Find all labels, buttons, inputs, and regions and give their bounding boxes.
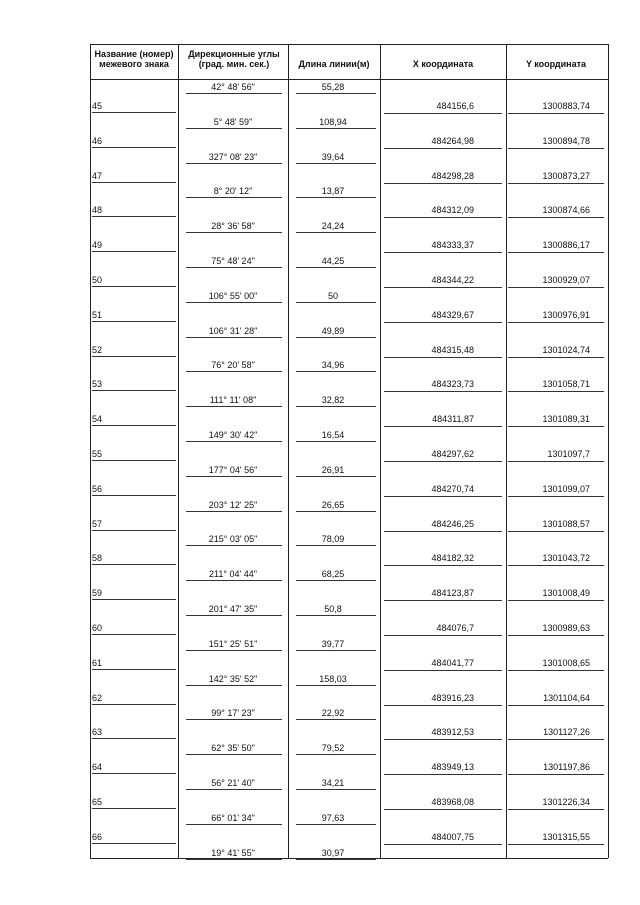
x-coordinate-cell: 484076,7 bbox=[436, 623, 474, 633]
length-cell: 30,97 bbox=[321, 847, 345, 858]
column-border bbox=[380, 44, 381, 858]
row-rule bbox=[92, 773, 176, 774]
row-rule bbox=[508, 670, 604, 671]
x-coordinate-cell: 484182,32 bbox=[431, 553, 474, 564]
y-coordinate-cell: 1301104,64 bbox=[543, 692, 590, 703]
row-rule bbox=[92, 669, 176, 670]
x-coordinate-cell: 484312,09 bbox=[431, 205, 474, 216]
angle-cell: 327° 08' 23" bbox=[208, 151, 258, 162]
row-rule bbox=[384, 531, 502, 532]
x-coordinate-cell: 484344,22 bbox=[431, 275, 474, 285]
header-length: Длина линии(м) bbox=[298, 59, 370, 69]
column-border bbox=[506, 44, 507, 858]
y-coordinate-cell: 1301097,7 bbox=[547, 449, 590, 459]
row-rule bbox=[296, 789, 376, 790]
point-name-cell: 55 bbox=[92, 449, 103, 459]
row-rule bbox=[92, 182, 176, 183]
row-rule bbox=[186, 163, 282, 164]
row-rule bbox=[384, 113, 502, 114]
point-name-cell: 66 bbox=[92, 831, 103, 842]
row-rule bbox=[384, 739, 502, 740]
row-rule bbox=[508, 391, 604, 392]
row-rule bbox=[92, 460, 176, 461]
row-rule bbox=[384, 426, 502, 427]
length-cell: 39,77 bbox=[321, 638, 345, 649]
column-border bbox=[178, 44, 179, 858]
row-rule bbox=[508, 217, 604, 218]
row-rule bbox=[92, 704, 176, 705]
row-rule bbox=[92, 564, 176, 565]
angle-cell: 151° 25' 51" bbox=[208, 638, 258, 649]
x-coordinate-cell: 484329,67 bbox=[431, 309, 474, 320]
length-cell: 44,25 bbox=[321, 256, 345, 266]
row-rule bbox=[186, 511, 282, 512]
angle-cell: 19° 41' 55" bbox=[211, 847, 255, 858]
angle-cell: 28° 36' 58" bbox=[211, 221, 255, 232]
point-name-cell: 46 bbox=[92, 135, 103, 146]
length-cell: 39,64 bbox=[321, 151, 345, 162]
length-cell: 158,03 bbox=[319, 673, 347, 684]
row-rule bbox=[296, 650, 376, 651]
y-coordinate-cell: 1301088,57 bbox=[542, 518, 590, 529]
column-border bbox=[608, 44, 609, 858]
angle-cell: 149° 30' 42" bbox=[208, 430, 258, 440]
angle-cell: 8° 20' 12" bbox=[213, 186, 253, 197]
length-cell: 32,82 bbox=[321, 395, 345, 406]
x-coordinate-cell: 483949,13 bbox=[431, 762, 474, 773]
point-name-cell: 59 bbox=[92, 588, 103, 599]
row-rule bbox=[296, 754, 376, 755]
row-rule bbox=[296, 197, 376, 198]
x-coordinate-cell: 484333,37 bbox=[431, 240, 474, 251]
header-angles: Дирекционные углы (град. мин. сек.) bbox=[188, 49, 280, 69]
point-name-cell: 51 bbox=[92, 309, 103, 320]
angle-cell: 75° 48' 24" bbox=[211, 256, 255, 266]
row-rule bbox=[186, 476, 282, 477]
point-name-cell: 64 bbox=[92, 762, 103, 773]
row-rule bbox=[296, 371, 376, 372]
x-coordinate-cell: 484041,77 bbox=[431, 657, 474, 668]
row-rule bbox=[92, 390, 176, 391]
x-coordinate-cell: 483916,23 bbox=[431, 692, 474, 703]
row-rule bbox=[186, 93, 282, 94]
row-rule bbox=[92, 599, 176, 600]
point-name-cell: 57 bbox=[92, 518, 103, 529]
row-rule bbox=[186, 337, 282, 338]
row-rule bbox=[384, 322, 502, 323]
row-rule bbox=[384, 635, 502, 636]
row-rule bbox=[92, 147, 176, 148]
angle-cell: 106° 55' 00" bbox=[208, 290, 258, 301]
row-rule bbox=[508, 739, 604, 740]
y-coordinate-cell: 1300873,27 bbox=[542, 170, 590, 181]
row-rule bbox=[296, 545, 376, 546]
point-name-cell: 65 bbox=[92, 797, 103, 807]
row-rule bbox=[384, 844, 502, 845]
length-cell: 16,54 bbox=[321, 430, 345, 440]
row-rule bbox=[508, 287, 604, 288]
angle-cell: 111° 11' 08" bbox=[209, 395, 257, 406]
row-rule bbox=[186, 719, 282, 720]
row-rule bbox=[384, 287, 502, 288]
angle-cell: 142° 35' 52" bbox=[208, 673, 258, 684]
row-rule bbox=[508, 183, 604, 184]
row-rule bbox=[296, 302, 376, 303]
row-rule bbox=[186, 197, 282, 198]
point-name-cell: 52 bbox=[92, 344, 103, 355]
length-cell: 24,24 bbox=[321, 221, 345, 232]
x-coordinate-cell: 484270,74 bbox=[431, 483, 474, 494]
x-coordinate-cell: 484298,28 bbox=[431, 170, 474, 181]
x-coordinate-cell: 484123,87 bbox=[431, 588, 474, 599]
length-cell: 34,96 bbox=[321, 360, 345, 371]
row-rule bbox=[508, 252, 604, 253]
row-rule bbox=[186, 371, 282, 372]
row-rule bbox=[384, 705, 502, 706]
row-rule bbox=[92, 286, 176, 287]
x-coordinate-cell: 484297,62 bbox=[431, 449, 474, 459]
point-name-cell: 48 bbox=[92, 205, 103, 216]
length-cell: 50 bbox=[327, 290, 338, 301]
point-name-cell: 60 bbox=[92, 623, 103, 633]
point-name-cell: 58 bbox=[92, 553, 103, 564]
point-name-cell: 47 bbox=[92, 170, 103, 181]
row-rule bbox=[384, 461, 502, 462]
row-rule bbox=[384, 217, 502, 218]
row-rule bbox=[186, 685, 282, 686]
row-rule bbox=[186, 267, 282, 268]
y-coordinate-cell: 1300929,07 bbox=[542, 275, 590, 285]
length-cell: 26,91 bbox=[321, 464, 345, 475]
length-cell: 49,89 bbox=[321, 325, 345, 336]
point-name-cell: 45 bbox=[92, 101, 103, 111]
row-rule bbox=[508, 705, 604, 706]
row-rule bbox=[296, 685, 376, 686]
angle-cell: 76° 20' 58" bbox=[211, 360, 255, 371]
y-coordinate-cell: 1301024,74 bbox=[542, 344, 590, 355]
angle-cell: 203° 12' 25" bbox=[208, 499, 258, 510]
row-rule bbox=[186, 650, 282, 651]
y-coordinate-cell: 1300883,74 bbox=[542, 101, 590, 111]
row-rule bbox=[296, 337, 376, 338]
row-rule bbox=[508, 426, 604, 427]
x-coordinate-cell: 484264,98 bbox=[431, 135, 474, 146]
row-rule bbox=[92, 495, 176, 496]
row-rule bbox=[384, 774, 502, 775]
row-rule bbox=[384, 252, 502, 253]
row-rule bbox=[92, 321, 176, 322]
point-name-cell: 54 bbox=[92, 414, 103, 425]
row-rule bbox=[384, 183, 502, 184]
y-coordinate-cell: 1300874,66 bbox=[542, 205, 590, 216]
row-rule bbox=[186, 302, 282, 303]
y-coordinate-cell: 1301197,86 bbox=[543, 762, 590, 773]
angle-cell: 5° 48' 59" bbox=[213, 116, 253, 127]
length-cell: 68,25 bbox=[321, 569, 345, 580]
table-bottom-border bbox=[90, 858, 608, 859]
length-cell: 50,8 bbox=[324, 604, 342, 614]
angle-cell: 106° 31' 28" bbox=[208, 325, 258, 336]
row-rule bbox=[92, 843, 176, 844]
row-rule bbox=[92, 634, 176, 635]
row-rule bbox=[384, 391, 502, 392]
row-rule bbox=[186, 441, 282, 442]
y-coordinate-cell: 1301226,34 bbox=[542, 797, 590, 807]
length-cell: 22,92 bbox=[321, 708, 345, 719]
y-coordinate-cell: 1301008,65 bbox=[542, 657, 590, 668]
row-rule bbox=[296, 580, 376, 581]
row-rule bbox=[384, 357, 502, 358]
row-rule bbox=[92, 216, 176, 217]
x-coordinate-cell: 483912,53 bbox=[431, 727, 474, 738]
x-coordinate-cell: 484246,25 bbox=[431, 518, 474, 529]
point-name-cell: 50 bbox=[92, 275, 103, 285]
point-name-cell: 61 bbox=[92, 657, 103, 668]
row-rule bbox=[186, 545, 282, 546]
point-name-cell: 49 bbox=[92, 240, 103, 251]
table-top-border bbox=[90, 44, 608, 45]
row-rule bbox=[384, 600, 502, 601]
row-rule bbox=[296, 267, 376, 268]
column-border bbox=[288, 44, 289, 858]
angle-cell: 62° 35' 50" bbox=[211, 743, 255, 754]
point-name-cell: 63 bbox=[92, 727, 103, 738]
row-rule bbox=[384, 670, 502, 671]
row-rule bbox=[186, 128, 282, 129]
row-rule bbox=[296, 128, 376, 129]
row-rule bbox=[508, 809, 604, 810]
row-rule bbox=[186, 580, 282, 581]
row-rule bbox=[92, 112, 176, 113]
row-rule bbox=[296, 93, 376, 94]
row-rule bbox=[296, 441, 376, 442]
header-name: Название (номер) межевого знака bbox=[94, 49, 174, 69]
row-rule bbox=[296, 476, 376, 477]
point-name-cell: 53 bbox=[92, 379, 103, 390]
y-coordinate-cell: 1301099,07 bbox=[542, 483, 590, 494]
row-rule bbox=[508, 844, 604, 845]
header-bottom-border bbox=[90, 79, 608, 80]
row-rule bbox=[92, 530, 176, 531]
row-rule bbox=[186, 789, 282, 790]
row-rule bbox=[92, 738, 176, 739]
row-rule bbox=[296, 719, 376, 720]
row-rule bbox=[186, 824, 282, 825]
row-rule bbox=[384, 565, 502, 566]
y-coordinate-cell: 1300894,78 bbox=[542, 135, 590, 146]
angle-cell: 215° 03' 05" bbox=[208, 534, 258, 545]
length-cell: 34,21 bbox=[321, 778, 345, 788]
angle-cell: 201° 47' 35" bbox=[208, 604, 258, 614]
row-rule bbox=[508, 600, 604, 601]
angle-cell: 56° 21' 40" bbox=[211, 778, 255, 788]
length-cell: 26,65 bbox=[321, 499, 345, 510]
x-coordinate-cell: 484156,6 bbox=[436, 101, 474, 111]
x-coordinate-cell: 484311,87 bbox=[432, 414, 474, 425]
length-cell: 78,09 bbox=[321, 534, 345, 545]
x-coordinate-cell: 484007,75 bbox=[431, 831, 474, 842]
row-rule bbox=[508, 357, 604, 358]
y-coordinate-cell: 1301043,72 bbox=[542, 553, 590, 564]
header-x: X координата bbox=[412, 59, 474, 69]
x-coordinate-cell: 484315,48 bbox=[431, 344, 474, 355]
row-rule bbox=[92, 251, 176, 252]
row-rule bbox=[508, 774, 604, 775]
column-border bbox=[90, 44, 91, 858]
row-rule bbox=[508, 531, 604, 532]
row-rule bbox=[186, 754, 282, 755]
angle-cell: 177° 04' 56" bbox=[208, 464, 258, 475]
row-rule bbox=[186, 232, 282, 233]
row-rule bbox=[186, 615, 282, 616]
row-rule bbox=[508, 148, 604, 149]
row-rule bbox=[508, 322, 604, 323]
y-coordinate-cell: 1301089,31 bbox=[542, 414, 590, 425]
row-rule bbox=[296, 511, 376, 512]
length-cell: 55,28 bbox=[321, 82, 345, 92]
angle-cell: 211° 04' 44" bbox=[209, 569, 257, 580]
row-rule bbox=[92, 356, 176, 357]
row-rule bbox=[296, 406, 376, 407]
row-rule bbox=[186, 406, 282, 407]
row-rule bbox=[384, 148, 502, 149]
row-rule bbox=[508, 113, 604, 114]
row-rule bbox=[92, 808, 176, 809]
length-cell: 108,94 bbox=[319, 116, 347, 127]
row-rule bbox=[92, 425, 176, 426]
row-rule bbox=[296, 163, 376, 164]
point-name-cell: 62 bbox=[92, 692, 103, 703]
y-coordinate-cell: 1300976,91 bbox=[542, 309, 590, 320]
row-rule bbox=[296, 615, 376, 616]
y-coordinate-cell: 1301058,71 bbox=[542, 379, 590, 390]
y-coordinate-cell: 1301127,26 bbox=[543, 727, 590, 738]
row-rule bbox=[384, 809, 502, 810]
length-cell: 97,63 bbox=[321, 812, 345, 823]
length-cell: 13,87 bbox=[321, 186, 345, 197]
row-rule bbox=[508, 496, 604, 497]
row-rule bbox=[296, 232, 376, 233]
length-cell: 79,52 bbox=[321, 743, 345, 754]
row-rule bbox=[384, 496, 502, 497]
x-coordinate-cell: 484323,73 bbox=[431, 379, 474, 390]
x-coordinate-cell: 483968,08 bbox=[431, 797, 474, 807]
row-rule bbox=[508, 461, 604, 462]
y-coordinate-cell: 1300989,63 bbox=[542, 623, 590, 633]
row-rule bbox=[508, 565, 604, 566]
y-coordinate-cell: 1300886,17 bbox=[542, 240, 590, 251]
row-rule bbox=[508, 635, 604, 636]
point-name-cell: 56 bbox=[92, 483, 103, 494]
row-rule bbox=[296, 824, 376, 825]
angle-cell: 99° 17' 23" bbox=[211, 708, 255, 719]
angle-cell: 42° 48' 56" bbox=[211, 82, 255, 92]
angle-cell: 66° 01' 34" bbox=[211, 812, 255, 823]
y-coordinate-cell: 1301315,55 bbox=[542, 831, 590, 842]
y-coordinate-cell: 1301008,49 bbox=[542, 588, 590, 599]
header-y: Y координата bbox=[525, 59, 587, 69]
